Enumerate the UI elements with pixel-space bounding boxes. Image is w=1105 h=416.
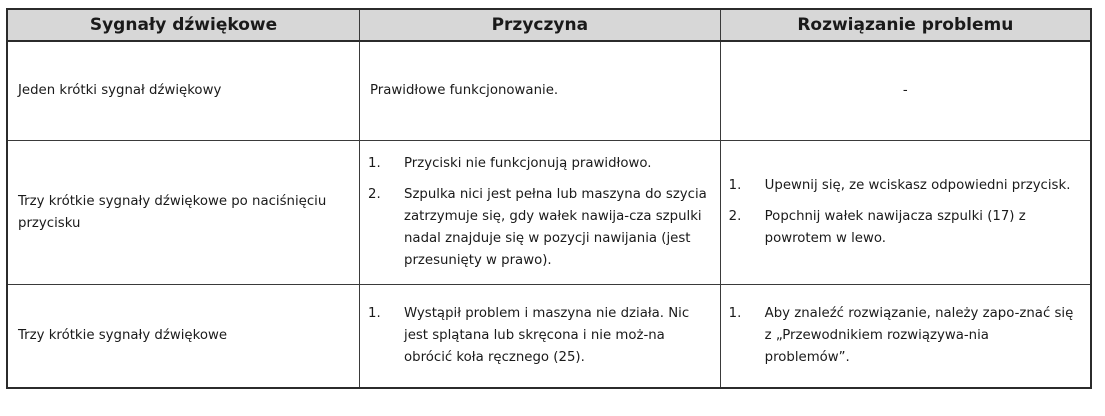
solution-cell (720, 141, 1091, 285)
item-number: 1. (728, 178, 742, 193)
header-row (7, 9, 1091, 41)
item-number: 1. (368, 156, 381, 171)
list-item (368, 153, 708, 175)
signal-cell: Jeden krótki sygnał dźwiękowy (7, 41, 360, 141)
item-text: Przyciski nie funkcjonują prawidłowo. (404, 156, 652, 171)
table-row (7, 141, 1091, 285)
item-text: Popchnij wałek nawijacza szpulki (17) z powrotem w lewo. (764, 209, 1026, 246)
list-item (729, 303, 1078, 369)
solution-cell: - (720, 41, 1091, 141)
item-text: Aby znaleźć rozwiązanie, należy zapo-znać się z „Przewodnikiem rozwiązywa-nia problemów”. (764, 306, 1074, 365)
item-text: Szpulka nici jest pełna lub maszyna do szycia zatrzymuje się, gdy wałek nawija-cza szpulki nadal znajduje się w pozycji nawijania (jest przesunięty w prawo). (404, 187, 707, 268)
list-item (729, 206, 1078, 250)
item-text: Upewnij się, ze wciskasz odpowiedni przycisk. (764, 178, 1071, 193)
header-solution: Rozwiązanie problemu (720, 9, 1091, 41)
cause-list (368, 303, 708, 369)
list-item (729, 175, 1078, 197)
cause-list (368, 153, 708, 272)
solution-list (729, 175, 1078, 250)
list-item (368, 303, 708, 369)
cause-cell (360, 285, 721, 389)
header-cause: Przyczyna (360, 9, 721, 41)
item-number: 2. (368, 187, 381, 202)
signal-cell: Trzy krótkie sygnały dźwiękowe (7, 285, 360, 389)
signal-cell: Trzy krótkie sygnały dźwiękowe po naciśnięciu przycisku (7, 141, 360, 285)
cause-cell: Prawidłowe funkcjonowanie. (360, 41, 721, 141)
table-row (7, 41, 1091, 141)
item-number: 1. (728, 306, 742, 321)
list-item (368, 184, 708, 272)
header-signals: Sygnały dźwiękowe (7, 9, 360, 41)
cause-cell (360, 141, 721, 285)
troubleshooting-table (6, 8, 1092, 389)
table-row (7, 285, 1091, 389)
item-number: 2. (728, 209, 742, 224)
item-number: 1. (368, 306, 381, 321)
item-text: Wystąpił problem i maszyna nie działa. Nic jest splątana lub skręcona i nie moż-na obrócić koła ręcznego (25). (404, 306, 690, 365)
solution-cell (720, 285, 1091, 389)
solution-list (729, 303, 1078, 369)
